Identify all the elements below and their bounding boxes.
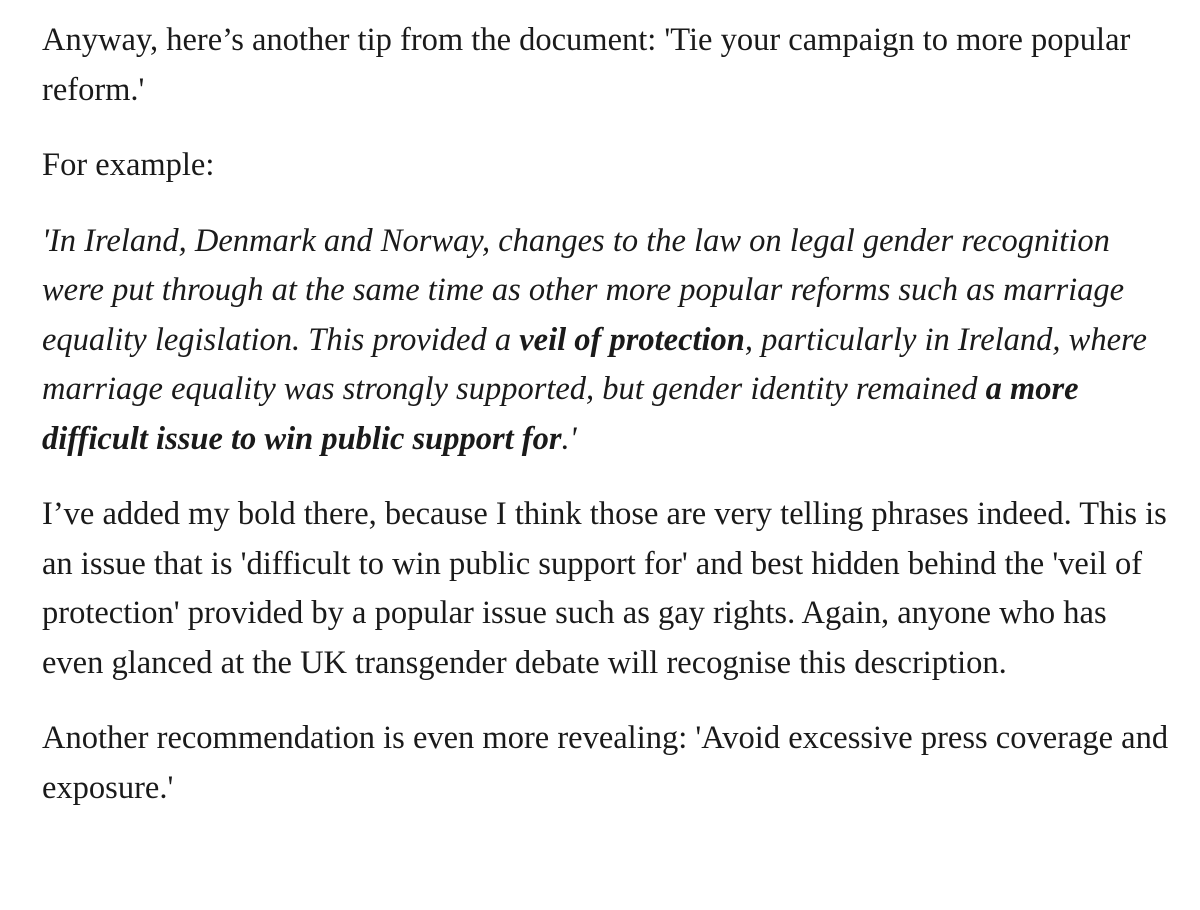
quote-bold-difficult-issue: a more difficult issue to win public support for xyxy=(42,371,1079,457)
block-quote xyxy=(42,217,1170,465)
paragraph-commentary: I’ve added my bold there, because I think those are very telling phrases indeed. This is an issue that is 'difficult to win public support for' and best hidden behind the 'veil of protection' provided by a popular issue such as gay rights. Again, anyone who has even glanced at the UK transgender debate will recognise this description. xyxy=(42,496,1167,681)
quote-bold-veil-of-protection: veil of protection xyxy=(519,321,745,358)
quote-text-2: , particularly in Ireland, where marriage equality was strongly supported, but gender identity remained xyxy=(42,321,1147,407)
paragraph-recommendation: Another recommendation is even more revealing: 'Avoid excessive press coverage and exposure.' xyxy=(42,720,1169,806)
quote-text-3: .' xyxy=(561,420,577,457)
article-body xyxy=(42,16,1170,813)
paragraph-tip: Anyway, here’s another tip from the document: 'Tie your campaign to more popular reform.' xyxy=(42,22,1131,108)
quote-text-1: 'In Ireland, Denmark and Norway, changes to the law on legal gender recognition were put through at the same time as other more popular reforms such as marriage equality legislation. This provided a xyxy=(42,222,1125,358)
paragraph-for-example: For example: xyxy=(42,147,215,183)
